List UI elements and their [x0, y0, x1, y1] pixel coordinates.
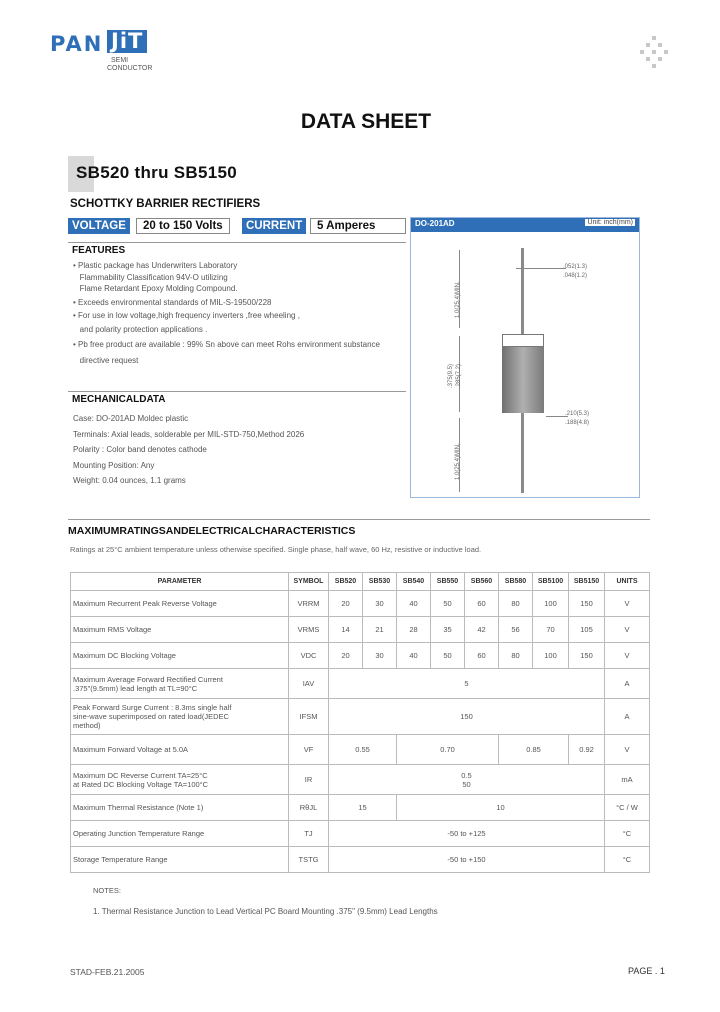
param-cell: Maximum RMS Voltage — [71, 617, 289, 643]
header-cell: UNITS — [605, 573, 650, 591]
value-cell: -50 to +125 — [329, 821, 605, 847]
table-row — [71, 699, 650, 735]
value-cell: 80 — [499, 591, 533, 617]
header-cell: PARAMETER — [71, 573, 289, 591]
table-row — [71, 821, 650, 847]
logo-subtitle: SEMI CONDUCTOR — [107, 57, 153, 72]
dim-lead-2: .048(1.2) — [563, 273, 588, 279]
param-cell: Maximum Average Forward Rectified Current .375"(9.5mm) lead length at TL=90°C — [71, 669, 289, 699]
param-cell: Operating Junction Temperature Range — [71, 821, 289, 847]
header-cell: SB5100 — [533, 573, 569, 591]
ratings-table — [70, 572, 650, 873]
header-cell: SB5150 — [569, 573, 605, 591]
unit-cell: °C / W — [605, 795, 650, 821]
mech-line: Polarity : Color band denotes cathode — [73, 445, 207, 454]
dim-body-diameter: .210(5.3) — [565, 411, 590, 417]
feature-line: • Plastic package has Underwriters Laboratory — [73, 261, 238, 270]
header-cell: SB530 — [363, 573, 397, 591]
value-cell: 150 — [569, 591, 605, 617]
value-cell: 100 — [533, 591, 569, 617]
value-cell: 150 — [329, 699, 605, 735]
symbol-cell: VRRM — [289, 591, 329, 617]
symbol-cell: VRMS — [289, 617, 329, 643]
unit-cell: V — [605, 591, 650, 617]
header-cell: SB580 — [499, 573, 533, 591]
value-cell: 56 — [499, 617, 533, 643]
package-name: DO-201AD — [415, 219, 455, 228]
feature-line: • Pb free product are available : 99% Sn above can meet Rohs environment substance — [73, 340, 380, 349]
value-cell: 0.5 50 — [329, 765, 605, 795]
header-cell: SB540 — [397, 573, 431, 591]
value-cell: 0.70 — [397, 735, 499, 765]
header-cell: SYMBOL — [289, 573, 329, 591]
unit-cell: V — [605, 643, 650, 669]
value-cell: 21 — [363, 617, 397, 643]
value-cell: 60 — [465, 591, 499, 617]
top-lead — [521, 248, 524, 334]
dim-body-diameter-2: .188(4.8) — [565, 420, 590, 426]
value-cell: 15 — [329, 795, 397, 821]
features-list — [73, 260, 413, 366]
cathode-band — [502, 334, 544, 347]
param-cell: Maximum DC Blocking Voltage — [71, 643, 289, 669]
value-cell: 50 — [431, 643, 465, 669]
value-cell: 30 — [363, 591, 397, 617]
table-row — [71, 591, 650, 617]
param-cell: Maximum Recurrent Peak Reverse Voltage — [71, 591, 289, 617]
feature-line: Flame Retardant Epoxy Molding Compound. — [73, 284, 238, 293]
logo-jit-text: JiT — [107, 30, 147, 53]
current-value: 5 Amperes — [310, 218, 406, 234]
table-row — [71, 847, 650, 873]
feature-line: • Exceeds environmental standards of MIL-S-19500/228 — [73, 297, 272, 307]
value-cell: 40 — [397, 591, 431, 617]
value-cell: 42 — [465, 617, 499, 643]
dim-length-top: 1.0(25.4)MIN. — [455, 281, 461, 318]
feature-line: and polarity protection applications . — [73, 324, 208, 334]
footer-page-number: PAGE . 1 — [628, 966, 665, 976]
ratings-note: Ratings at 25°C ambient temperature unless otherwise specified. Single phase, half wave, 60 Hz, resistive or inductive load. — [70, 545, 482, 554]
logo-pan-text: PAN — [50, 32, 104, 56]
param-cell: Maximum DC Reverse Current TA=25°C at Rated DC Blocking Voltage TA=100°C — [71, 765, 289, 795]
value-cell: 40 — [397, 643, 431, 669]
ratings-heading: MAXIMUMRATINGSANDELECTRICALCHARACTERISTICS — [68, 525, 356, 537]
product-subtitle: SCHOTTKY BARRIER RECTIFIERS — [70, 198, 261, 210]
header-cell: SB560 — [465, 573, 499, 591]
value-cell: 105 — [569, 617, 605, 643]
part-number: SB520 thru SB5150 — [76, 163, 238, 182]
unit-cell: A — [605, 699, 650, 735]
param-cell: Maximum Thermal Resistance (Note 1) — [71, 795, 289, 821]
symbol-cell: IAV — [289, 669, 329, 699]
value-cell: 0.55 — [329, 735, 397, 765]
features-heading: FEATURES — [68, 242, 406, 257]
value-cell: 20 — [329, 643, 363, 669]
section-divider — [68, 519, 650, 520]
header-cell: SB520 — [329, 573, 363, 591]
unit-cell: A — [605, 669, 650, 699]
voltage-label: VOLTAGE — [68, 218, 130, 234]
value-cell: 35 — [431, 617, 465, 643]
package-unit: Unit: inch(mm) — [587, 219, 633, 226]
symbol-cell: RθJL — [289, 795, 329, 821]
symbol-cell: TSTG — [289, 847, 329, 873]
mech-line: Mounting Position: Any — [73, 461, 155, 470]
value-cell: 5 — [329, 669, 605, 699]
voltage-value: 20 to 150 Volts — [136, 218, 230, 234]
value-cell: 20 — [329, 591, 363, 617]
dim-length-bottom: 1.0(25.4)MIN. — [455, 443, 461, 480]
value-cell: 70 — [533, 617, 569, 643]
symbol-cell: IFSM — [289, 699, 329, 735]
value-cell: 100 — [533, 643, 569, 669]
unit-cell: V — [605, 735, 650, 765]
table-row — [71, 669, 650, 699]
param-cell: Maximum Forward Voltage at 5.0A — [71, 735, 289, 765]
dim-body-length: .375(9.5) — [448, 363, 454, 388]
value-cell: -50 to +150 — [329, 847, 605, 873]
value-cell: 60 — [465, 643, 499, 669]
bottom-lead — [521, 413, 524, 493]
table-row — [71, 617, 650, 643]
value-cell: 28 — [397, 617, 431, 643]
table-row — [71, 735, 650, 765]
header-cell: SB550 — [431, 573, 465, 591]
mech-line: Weight: 0.04 ounces, 1.1 grams — [73, 476, 186, 485]
value-cell: 14 — [329, 617, 363, 643]
value-cell: 0.92 — [569, 735, 605, 765]
symbol-cell: VF — [289, 735, 329, 765]
current-label: CURRENT — [242, 218, 306, 234]
footer-doc-id: STAD-FEB.21.2005 — [70, 967, 145, 977]
dim-lead: .052(1.3) — [563, 264, 588, 270]
symbol-cell: VDC — [289, 643, 329, 669]
dim-body-length-2: .285(7.2) — [456, 363, 462, 388]
feature-line: directive request — [73, 355, 139, 365]
dim-tick-lead — [516, 268, 566, 269]
table-row — [71, 643, 650, 669]
unit-cell: °C — [605, 821, 650, 847]
mech-line: Terminals: Axial leads, solderable per MIL-STD-750,Method 2026 — [73, 430, 305, 439]
value-cell: 150 — [569, 643, 605, 669]
param-cell: Peak Forward Surge Current : 8.3ms single half sine-wave superimposed on rated load(JEDEC method) — [71, 699, 289, 735]
symbol-cell: IR — [289, 765, 329, 795]
feature-line: • For use in low voltage,high frequency inverters ,free wheeling , — [73, 311, 300, 320]
param-cell: Storage Temperature Range — [71, 847, 289, 873]
value-cell: 0.85 — [499, 735, 569, 765]
mech-line: Case: DO-201AD Moldec plastic — [73, 414, 189, 423]
page-title: DATA SHEET — [300, 110, 432, 133]
feature-line: Flammability Classification 94V-O utilizing — [73, 272, 228, 282]
table-row — [71, 765, 650, 795]
mechanical-heading: MECHANICALDATA — [68, 391, 406, 406]
note-1: 1. Thermal Resistance Junction to Lead Vertical PC Board Mounting .375" (9.5mm) Lead Lengths — [93, 907, 438, 916]
unit-cell: V — [605, 617, 650, 643]
table-row — [71, 795, 650, 821]
package-outline-panel — [410, 217, 640, 498]
notes-heading: NOTES: — [93, 886, 121, 895]
unit-cell: mA — [605, 765, 650, 795]
table-header-row — [71, 573, 650, 591]
value-cell: 10 — [397, 795, 605, 821]
symbol-cell: TJ — [289, 821, 329, 847]
value-cell: 50 — [431, 591, 465, 617]
value-cell: 30 — [363, 643, 397, 669]
value-cell: 80 — [499, 643, 533, 669]
unit-cell: °C — [605, 847, 650, 873]
